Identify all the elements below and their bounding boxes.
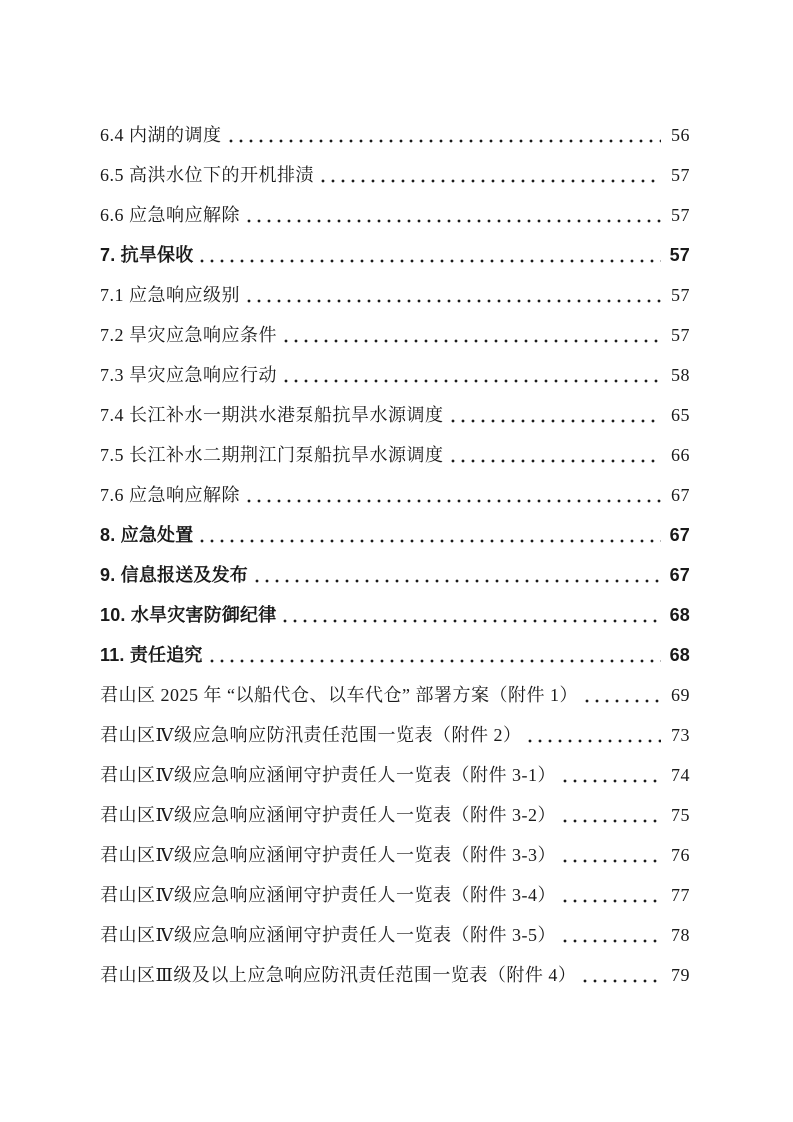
toc-entry[interactable]: [100, 675, 690, 715]
toc-entry[interactable]: [100, 515, 690, 555]
dot-leader: [253, 555, 661, 595]
toc-entry[interactable]: [100, 795, 690, 835]
toc-entry-title: 君山区Ⅳ级应急响应涵闸守护责任人一览表（附件 3-3）: [100, 845, 556, 865]
toc-entry[interactable]: [100, 715, 690, 755]
toc-entry[interactable]: [100, 835, 690, 875]
toc-entry[interactable]: [100, 355, 690, 395]
dot-leader: [449, 395, 662, 435]
toc-entry-title: 君山区Ⅳ级应急响应涵闸守护责任人一览表（附件 3-1）: [100, 765, 556, 785]
toc-entry[interactable]: [100, 275, 690, 315]
toc-entry-title: 君山区Ⅳ级应急响应涵闸守护责任人一览表（附件 3-4）: [100, 885, 556, 905]
dot-leader: [198, 235, 661, 275]
toc-entry[interactable]: [100, 155, 690, 195]
toc-entry-page: 57: [671, 325, 690, 345]
toc-entry-page: 67: [671, 485, 690, 505]
dot-leader: [561, 835, 661, 875]
toc-entry[interactable]: [100, 235, 690, 275]
dot-leader: [561, 915, 661, 955]
toc-entry-title: 7.3 旱灾应急响应行动: [100, 365, 277, 385]
toc-entry-title: 君山区Ⅳ级应急响应涵闸守护责任人一览表（附件 3-5）: [100, 925, 556, 945]
dot-leader: [561, 795, 661, 835]
toc-entry[interactable]: [100, 595, 690, 635]
dot-leader: [526, 715, 661, 755]
toc-entry[interactable]: [100, 195, 690, 235]
toc-entry-title: 7.5 长江补水二期荆江门泵船抗旱水源调度: [100, 445, 444, 465]
toc-entry[interactable]: [100, 475, 690, 515]
dot-leader: [282, 315, 661, 355]
toc-entry[interactable]: [100, 635, 690, 675]
dot-leader: [561, 875, 661, 915]
toc-entry-title: 7.6 应急响应解除: [100, 485, 240, 505]
toc-entry-page: 73: [671, 725, 690, 745]
toc-entry-page: 57: [671, 165, 690, 185]
toc-entry-page: 57: [671, 285, 690, 305]
toc-entry-page: 69: [671, 685, 690, 705]
toc-entry-page: 74: [671, 765, 690, 785]
toc-entry-page: 79: [671, 965, 690, 985]
toc-entry[interactable]: [100, 555, 690, 595]
toc-entry-title: 君山区Ⅳ级应急响应涵闸守护责任人一览表（附件 3-2）: [100, 805, 556, 825]
dot-leader: [319, 155, 661, 195]
toc-entry[interactable]: [100, 115, 690, 155]
dot-leader: [282, 355, 661, 395]
toc-entry[interactable]: [100, 955, 690, 995]
toc-entry-page: 56: [671, 125, 690, 145]
toc-entry[interactable]: [100, 395, 690, 435]
toc-entry-page: 57: [669, 245, 690, 265]
toc-entry[interactable]: [100, 875, 690, 915]
dot-leader: [281, 595, 661, 635]
dot-leader: [561, 755, 661, 795]
toc-entry-title: 7.1 应急响应级别: [100, 285, 240, 305]
toc-entry-title: 7.2 旱灾应急响应条件: [100, 325, 277, 345]
dot-leader: [245, 475, 661, 515]
dot-leader: [227, 115, 662, 155]
toc-entry-page: 68: [669, 645, 690, 665]
toc-entry-page: 65: [671, 405, 690, 425]
toc-entry-title: 君山区Ⅲ级及以上应急响应防汛责任范围一览表（附件 4）: [100, 965, 577, 985]
toc-entry-title: 10. 水旱灾害防御纪律: [100, 605, 277, 625]
toc-entry-page: 76: [671, 845, 690, 865]
toc-entry[interactable]: [100, 435, 690, 475]
toc-entry-title: 7. 抗旱保收: [100, 245, 194, 265]
toc-entry[interactable]: [100, 755, 690, 795]
toc-entry-page: 78: [671, 925, 690, 945]
toc-entry-page: 68: [669, 605, 690, 625]
toc-entry-title: 11. 责任追究: [100, 645, 203, 665]
dot-leader: [583, 675, 661, 715]
toc-entry-page: 57: [671, 205, 690, 225]
toc-entry-title: 8. 应急处置: [100, 525, 194, 545]
toc-entry-page: 66: [671, 445, 690, 465]
dot-leader: [198, 515, 661, 555]
dot-leader: [581, 955, 661, 995]
dot-leader: [208, 635, 661, 675]
toc-entry-page: 58: [671, 365, 690, 385]
dot-leader: [245, 195, 661, 235]
toc-entry-title: 7.4 长江补水一期洪水港泵船抗旱水源调度: [100, 405, 444, 425]
toc-entry-title: 君山区 2025 年 “以船代仓、以车代仓” 部署方案（附件 1）: [100, 685, 578, 705]
toc-entry-title: 6.5 高洪水位下的开机排渍: [100, 165, 314, 185]
toc-entry-page: 67: [669, 565, 690, 585]
toc-entry-title: 6.4 内湖的调度: [100, 125, 222, 145]
table-of-contents: [100, 115, 690, 995]
toc-entry-title: 君山区Ⅳ级应急响应防汛责任范围一览表（附件 2）: [100, 725, 522, 745]
toc-entry[interactable]: [100, 915, 690, 955]
toc-entry-title: 6.6 应急响应解除: [100, 205, 240, 225]
toc-entry-page: 75: [671, 805, 690, 825]
toc-entry-title: 9. 信息报送及发布: [100, 565, 249, 585]
dot-leader: [449, 435, 662, 475]
toc-entry-page: 67: [669, 525, 690, 545]
toc-entry-page: 77: [671, 885, 690, 905]
toc-entry[interactable]: [100, 315, 690, 355]
dot-leader: [245, 275, 661, 315]
